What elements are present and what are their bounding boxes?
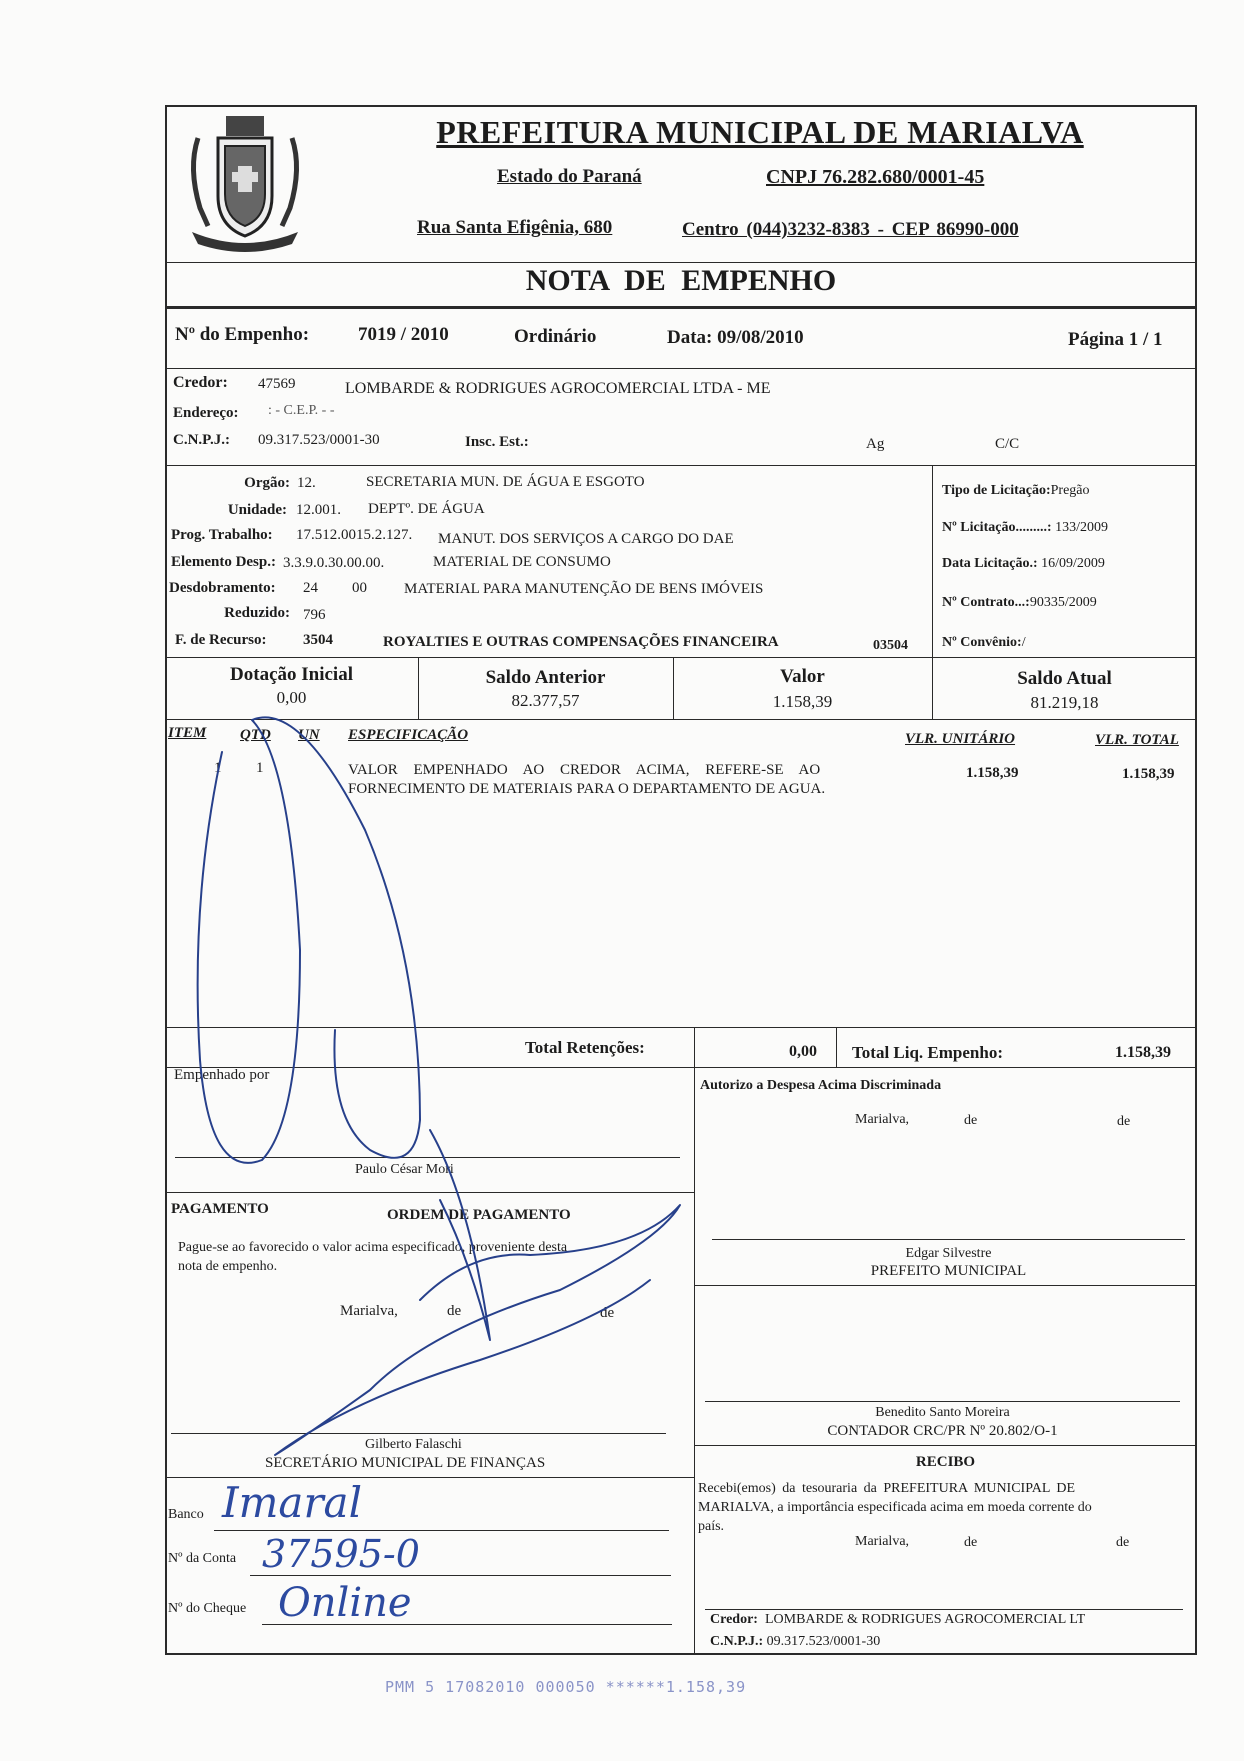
desdob-desc: MATERIAL PARA MANUTENÇÃO DE BENS IMÓVEIS bbox=[404, 581, 764, 597]
header-address: Rua Santa Efigênia, 680 bbox=[417, 217, 613, 238]
empenho-label: Nº do Empenho: bbox=[175, 324, 310, 345]
header-contact: Centro (044)3232-8383 - CEP 86990-000 bbox=[682, 219, 1019, 240]
desdob-a: 24 bbox=[303, 580, 318, 596]
unidade-desc: DEPTº. DE ÁGUA bbox=[368, 501, 485, 517]
empenhado-label: Empenhado por bbox=[174, 1067, 270, 1083]
empenho-type: Ordinário bbox=[514, 326, 597, 347]
recibo-cnpj bbox=[710, 1634, 880, 1650]
item-number: 1 bbox=[214, 760, 222, 776]
autorizo-de2: de bbox=[1117, 1114, 1131, 1129]
recibo-cnpj-value: 09.317.523/0001-30 bbox=[766, 1634, 881, 1649]
cnpj-value: 09.317.523/0001-30 bbox=[258, 432, 380, 448]
contrato-label: Nº Contrato...: bbox=[942, 595, 1030, 610]
pag-city: Marialva, bbox=[340, 1303, 398, 1319]
address-value: : - C.E.P. - - bbox=[268, 403, 335, 418]
reduzido-label: Reduzido: bbox=[224, 605, 290, 621]
licitacao-data-value: 16/09/2009 bbox=[1041, 556, 1105, 571]
recibo-text1: Recebi(emos) da tesouraria da PREFEITURA MUNICIPAL DE bbox=[698, 1481, 1076, 1496]
recibo-de1: de bbox=[964, 1535, 978, 1550]
recibo-cnpj-label: C.N.P.J.: bbox=[710, 1634, 764, 1649]
prog-desc: MANUT. DOS SERVIÇOS A CARGO DO DAE bbox=[438, 531, 734, 547]
item-qty: 1 bbox=[256, 760, 264, 776]
unidade-code: 12.001. bbox=[296, 502, 341, 518]
pag-de1: de bbox=[447, 1303, 462, 1319]
payment-stamp: PMM 5 17082010 000050 ******1.158,39 bbox=[385, 1678, 747, 1696]
conta-handwritten: 37595-0 bbox=[262, 1532, 420, 1576]
recibo-label: RECIBO bbox=[915, 1454, 976, 1470]
valor-value: 1.158,39 bbox=[772, 692, 833, 711]
coat-of-arms-logo bbox=[178, 108, 312, 256]
credor-label: Credor: bbox=[173, 374, 228, 391]
cheque-handwritten: Online bbox=[278, 1580, 412, 1626]
atual-value: 81.219,18 bbox=[1030, 693, 1099, 712]
prefeito-name: Edgar Silvestre bbox=[905, 1246, 992, 1261]
contrato-value: 90335/2009 bbox=[1029, 595, 1097, 610]
liq-value: 1.158,39 bbox=[1115, 1044, 1171, 1061]
recurso-desc: ROYALTIES E OUTRAS COMPENSAÇÕES FINANCEIRA bbox=[383, 634, 779, 650]
col-spec: ESPECIFICAÇÃO bbox=[348, 727, 469, 743]
signer1-name: Paulo César Mori bbox=[355, 1162, 454, 1177]
licitacao-num-label: Nº Licitação.........: bbox=[942, 520, 1052, 535]
col-item: ITEM bbox=[168, 725, 207, 741]
anterior-label: Saldo Anterior bbox=[485, 667, 606, 688]
recibo-text2: MARIALVA, a importância especificada acima em moeda corrente do bbox=[698, 1500, 1092, 1515]
recibo-de2: de bbox=[1116, 1535, 1130, 1550]
item-unit-price: 1.158,39 bbox=[966, 765, 1019, 781]
licitacao-data bbox=[942, 556, 1105, 572]
prefeito-role: PREFEITO MUNICIPAL bbox=[870, 1263, 1027, 1279]
address-label: Endereço: bbox=[173, 405, 239, 421]
licitacao-convenio bbox=[942, 635, 1026, 651]
item-spec-line1: VALOR EMPENHADO AO CREDOR ACIMA, REFERE-SE AO bbox=[348, 762, 821, 778]
prog-label: Prog. Trabalho: bbox=[171, 527, 273, 543]
banco-handwritten: Imaral bbox=[222, 1478, 363, 1527]
coat-of-arms-icon bbox=[178, 108, 312, 256]
elemento-desc: MATERIAL DE CONSUMO bbox=[433, 554, 611, 570]
dotacao-label: Dotação Inicial bbox=[230, 664, 353, 685]
recibo-credor-name: LOMBARDE & RODRIGUES AGROCOMERCIAL LT bbox=[764, 1612, 1086, 1627]
ordem-label: ORDEM DE PAGAMENTO bbox=[387, 1207, 571, 1223]
item-spec-line2: FORNECIMENTO DE MATERIAIS PARA O DEPARTAMENTO DE AGUA. bbox=[348, 781, 826, 797]
signer2-name: Gilberto Falaschi bbox=[365, 1437, 462, 1452]
desdob-label: Desdobramento: bbox=[169, 580, 276, 596]
convenio-value: / bbox=[1021, 635, 1026, 650]
cc-label: C/C bbox=[995, 436, 1020, 452]
header-state: Estado do Paraná bbox=[497, 166, 642, 187]
recurso-label: F. de Recurso: bbox=[175, 632, 267, 648]
item-total: 1.158,39 bbox=[1122, 766, 1175, 782]
header-cnpj: CNPJ 76.282.680/0001-45 bbox=[766, 166, 985, 188]
recibo-city: Marialva, bbox=[855, 1534, 910, 1549]
retencoes-value: 0,00 bbox=[789, 1043, 817, 1060]
credor-code: 47569 bbox=[258, 376, 296, 392]
conta-label: Nº da Conta bbox=[168, 1551, 237, 1566]
empenho-number: 7019 / 2010 bbox=[358, 324, 449, 345]
orgao-label: Orgão: bbox=[244, 475, 290, 491]
signer2-role: SECRETÁRIO MUNICIPAL DE FINANÇAS bbox=[265, 1455, 546, 1471]
credor-name: LOMBARDE & RODRIGUES AGROCOMERCIAL LTDA - ME bbox=[345, 380, 771, 397]
empenho-page: Página 1 / 1 bbox=[1068, 329, 1163, 350]
elemento-code: 3.3.9.0.30.00.00. bbox=[283, 555, 385, 571]
licitacao-tipo bbox=[942, 483, 1090, 499]
recibo-credor-label: Credor: bbox=[710, 1612, 758, 1627]
reduzido-value: 796 bbox=[303, 607, 326, 623]
licitacao-contrato bbox=[942, 595, 1097, 611]
header-title: PREFEITURA MUNICIPAL DE MARIALVA bbox=[436, 114, 1084, 150]
cheque-label: Nº do Cheque bbox=[168, 1601, 247, 1616]
valor-label: Valor bbox=[780, 666, 825, 687]
ag-label: Ag bbox=[866, 436, 885, 452]
dotacao-value: 0,00 bbox=[276, 688, 307, 707]
licitacao-num bbox=[942, 520, 1108, 536]
cnpj-label: C.N.P.J.: bbox=[173, 432, 230, 448]
retencoes-label: Total Retenções: bbox=[525, 1038, 645, 1057]
unidade-label: Unidade: bbox=[227, 502, 287, 518]
contador-name: Benedito Santo Moreira bbox=[875, 1405, 1010, 1420]
recibo-text3: país. bbox=[698, 1519, 725, 1534]
elemento-label: Elemento Desp.: bbox=[171, 554, 276, 570]
orgao-desc: SECRETARIA MUN. DE ÁGUA E ESGOTO bbox=[366, 474, 645, 490]
col-un: UN bbox=[298, 727, 320, 743]
convenio-label: Nº Convênio: bbox=[942, 635, 1022, 650]
liq-label: Total Liq. Empenho: bbox=[852, 1043, 1003, 1062]
recurso-code: 3504 bbox=[303, 632, 333, 648]
autorizo-city: Marialva, bbox=[855, 1112, 910, 1127]
insc-label: Insc. Est.: bbox=[465, 434, 529, 450]
autorizo-label: Autorizo a Despesa Acima Discriminada bbox=[700, 1078, 942, 1093]
licitacao-data-label: Data Licitação.: bbox=[942, 556, 1038, 571]
col-total: VLR. TOTAL bbox=[1095, 732, 1179, 748]
contador-role: CONTADOR CRC/PR Nº 20.802/O-1 bbox=[827, 1423, 1058, 1439]
col-qtd: QTD bbox=[240, 727, 271, 743]
col-unit: VLR. UNITÁRIO bbox=[905, 731, 1016, 747]
prog-code: 17.512.0015.2.127. bbox=[296, 527, 413, 543]
pag-de2: de bbox=[600, 1305, 615, 1321]
pagamento-label: PAGAMENTO bbox=[171, 1201, 269, 1217]
orgao-code: 12. bbox=[297, 475, 316, 491]
licitacao-tipo-value: Pregão bbox=[1050, 483, 1090, 498]
empenho-date: Data: 09/08/2010 bbox=[667, 327, 804, 348]
banco-label: Banco bbox=[168, 1507, 204, 1522]
anterior-value: 82.377,57 bbox=[511, 691, 580, 710]
autorizo-de1: de bbox=[964, 1113, 978, 1128]
licitacao-num-value: 133/2009 bbox=[1055, 520, 1108, 535]
desdob-b: 00 bbox=[352, 580, 367, 596]
pague-text2: nota de empenho. bbox=[178, 1259, 278, 1274]
licitacao-tipo-label: Tipo de Licitação: bbox=[942, 483, 1051, 498]
pague-text1: Pague-se ao favorecido o valor acima especificado, proveniente desta bbox=[178, 1240, 568, 1255]
recibo-credor bbox=[710, 1612, 1085, 1628]
recurso-num: 03504 bbox=[873, 638, 908, 653]
atual-label: Saldo Atual bbox=[1017, 668, 1112, 689]
doc-title: NOTA DE EMPENHO bbox=[525, 264, 837, 297]
